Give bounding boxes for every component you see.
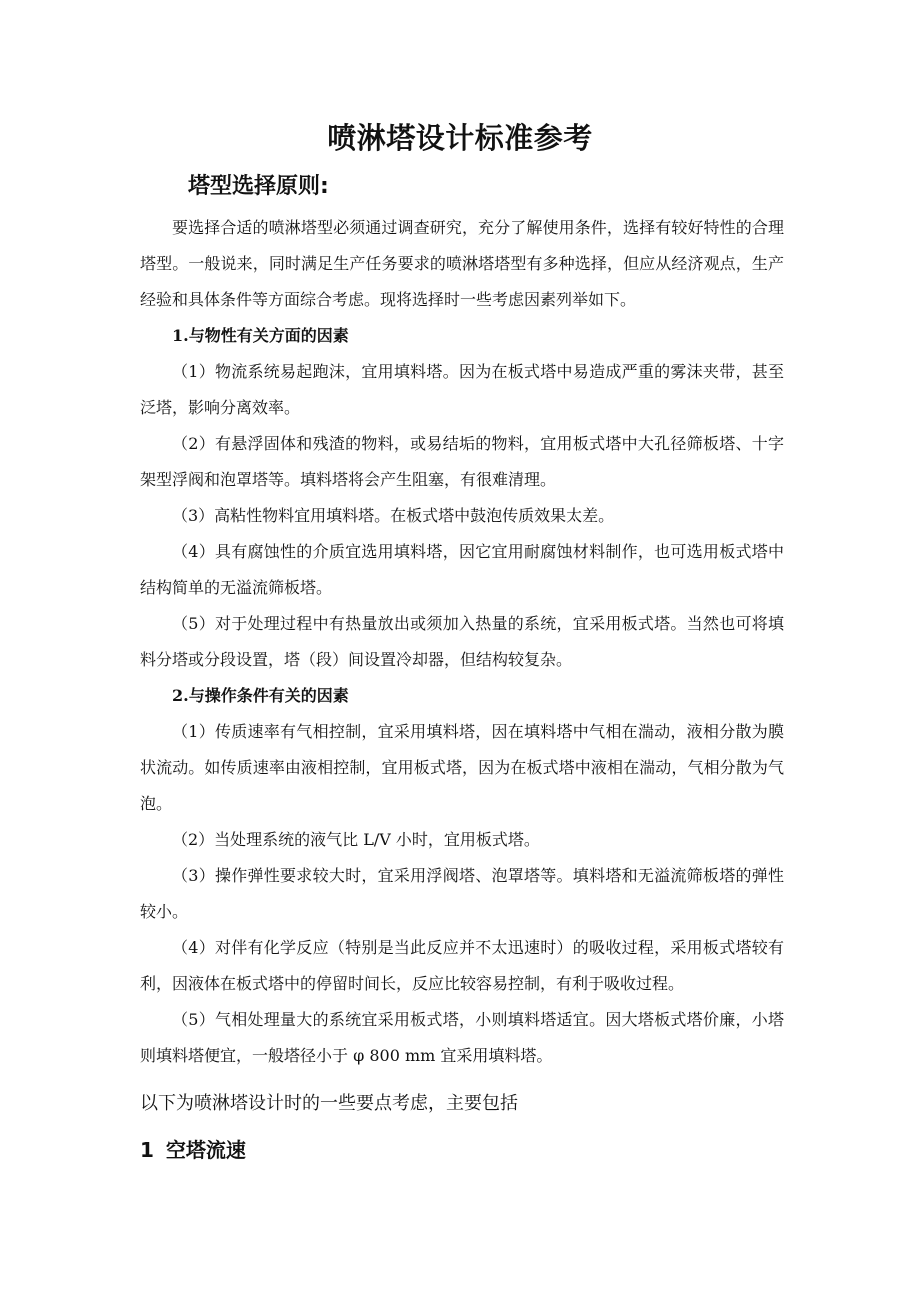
- list-item: （5）对于处理过程中有热量放出或须加入热量的系统，宜采用板式塔。当然也可将填料分塔或分段设置，塔（段）间设置冷却器，但结构较复杂。: [140, 614, 784, 669]
- lead-sentence: 以下为喷淋塔设计时的一些要点考虑，主要包括: [140, 1093, 518, 1114]
- list-item: （4）对伴有化学反应（特别是当此反应并不太迅速时）的吸收过程，采用板式塔较有利，因液体在板式塔中的停留时间长，反应比较容易控制，有利于吸收过程。: [140, 938, 784, 993]
- document-title: 喷淋塔设计标准参考: [327, 121, 593, 155]
- list-item: （4）具有腐蚀性的介质宜选用填料塔，因它宜用耐腐蚀材料制作，也可选用板式塔中结构简单的无溢流筛板塔。: [140, 542, 784, 597]
- list-item: （3）操作弹性要求较大时，宜采用浮阀塔、泡罩塔等。填料塔和无溢流筛板塔的弹性较小。: [140, 866, 784, 921]
- list-item: （2）有悬浮固体和残渣的物料，或易结垢的物料，宜用板式塔中大孔径筛板塔、十字架型浮阀和泡罩塔等。填料塔将会产生阻塞，有很难清理。: [140, 434, 784, 489]
- list-item: （1）物流系统易起跑沫，宜用填料塔。因为在板式塔中易造成严重的雾沫夹带，甚至泛塔，影响分离效率。: [140, 362, 784, 417]
- intro-paragraph: 要选择合适的喷淋塔型必须通过调查研究，充分了解使用条件，选择有较好特性的合理塔型。一般说来，同时满足生产任务要求的喷淋塔塔型有多种选择，但应从经济观点，生产经验和具体条件等方面综合考虑。现将选择时一些考虑因素列举如下。: [140, 218, 784, 309]
- document-body: [140, 210, 784, 1074]
- list-item: （2）当处理系统的液气比 L/V 小时，宜用板式塔。: [172, 830, 540, 849]
- heading-text: 空塔流速: [165, 1138, 246, 1162]
- next-section-heading: [140, 1133, 246, 1167]
- group-heading-physical-properties: 1.与物性有关方面的因素: [172, 326, 349, 345]
- list-item: （3）高粘性物料宜用填料塔。在板式塔中鼓泡传质效果太差。: [172, 506, 615, 525]
- list-item: （5）气相处理量大的系统宜采用板式塔，小则填料塔适宜。因大塔板式塔价廉，小塔则填料塔便宜，一般塔径小于 φ 800 mm 宜采用填料塔。: [140, 1010, 784, 1065]
- heading-number: 1: [140, 1138, 154, 1162]
- section-heading: 塔型选择原则:: [188, 174, 329, 199]
- group-heading-operating-conditions: 2.与操作条件有关的因素: [172, 686, 349, 705]
- list-item: （1）传质速率有气相控制，宜采用填料塔，因在填料塔中气相在湍动，液相分散为膜状流动。如传质速率由液相控制，宜用板式塔，因为在板式塔中液相在湍动，气相分散为气泡。: [140, 722, 784, 813]
